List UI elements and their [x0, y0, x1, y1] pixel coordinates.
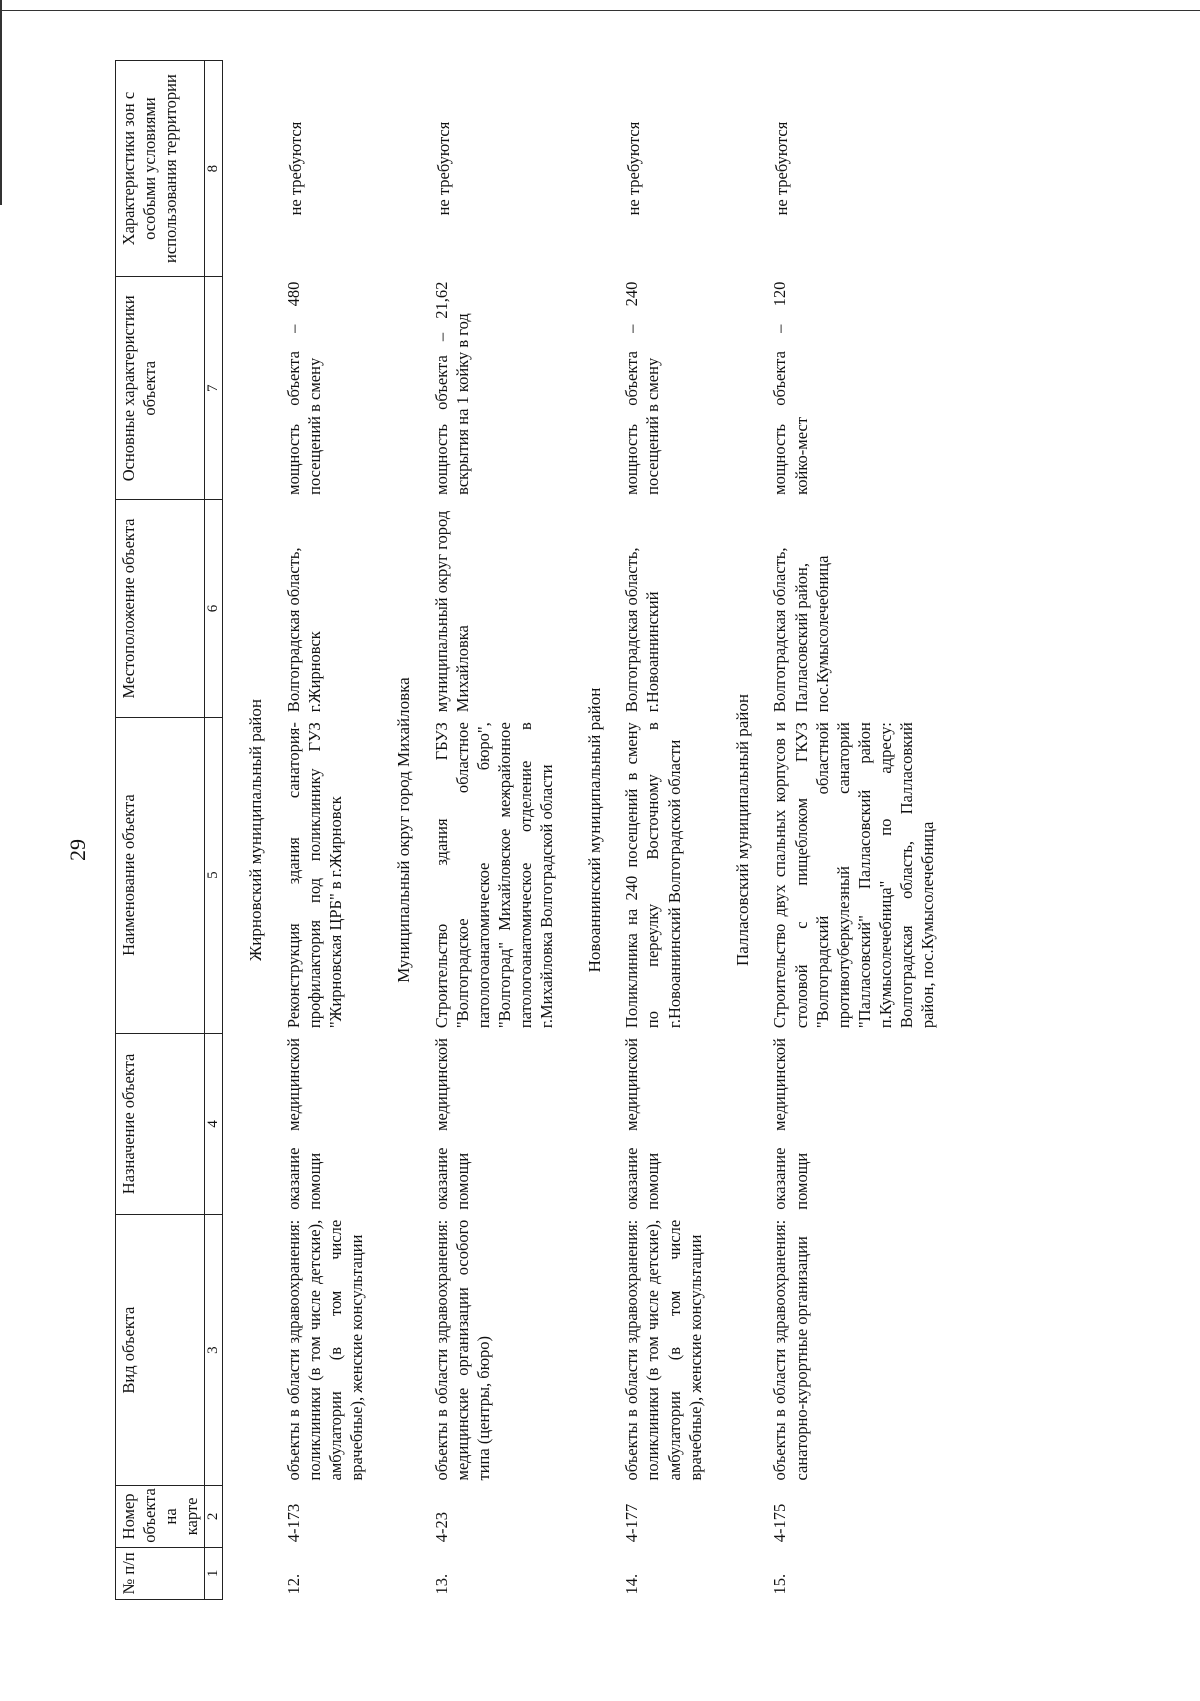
table-header [116, 61, 223, 1600]
object-kind: объекты в области здравоохранения: поликлиники (в том числе детские), амбулатории (в том числе врачебные), женские консультации [283, 1219, 367, 1481]
left-edge-line [0, 0, 2, 205]
row-number: 12. [283, 1573, 303, 1595]
header-cell: Вид объекта [116, 1215, 205, 1486]
section-title: Муниципальный округ город Михайловка [394, 677, 414, 983]
column-number: 2 [205, 1486, 223, 1548]
object-location: Волгоградская область, г.Жирновск [283, 547, 324, 713]
zone-characteristics: не требуются [772, 121, 792, 216]
column-number-row [205, 61, 223, 1600]
map-number: 4-173 [283, 1503, 303, 1543]
objects-register-table [115, 60, 942, 1600]
zone-characteristics: не требуются [285, 121, 305, 216]
header-cell: Местоположение объекта [116, 500, 205, 717]
object-characteristics: мощность объекта – 21,62 вскрытия на 1 койку в год [431, 281, 472, 495]
column-number: 6 [205, 500, 223, 717]
header-cell: Характеристики зон с особыми условиями использования территории [116, 61, 205, 277]
section-title: Жирновский муниципальный район [245, 699, 265, 961]
section-row [562, 61, 612, 1600]
map-number: 4-175 [770, 1503, 790, 1543]
top-edge-line [0, 10, 1200, 11]
zone-characteristics: не требуются [433, 121, 453, 216]
column-number: 5 [205, 717, 223, 1033]
header-row [116, 61, 205, 1600]
table-body [222, 61, 942, 1600]
map-number: 4-177 [622, 1503, 642, 1543]
page-number: 29 [65, 839, 90, 861]
object-name: Поликлиника на 240 посещений в смену по переулку Восточному в г.Новоаннинский Волгоградской области [622, 722, 684, 1029]
map-number: 4-23 [431, 1512, 451, 1543]
object-purpose: оказание медицинской помощи [283, 1038, 324, 1210]
object-purpose: оказание медицинской помощи [431, 1038, 472, 1210]
object-name: Реконструкция здания санатория-профилактория под поликлинику ГУЗ "Жирновская ЦРБ" в г.Жирновск [283, 722, 345, 1029]
header-cell: Номер объекта на карте [116, 1486, 205, 1548]
row-number: 13. [431, 1573, 451, 1595]
header-cell: Наименование объекта [116, 717, 205, 1033]
object-kind: объекты в области здравоохранения: санаторно-курортные организации [770, 1219, 811, 1481]
section-title: Палласовский муниципальный район [732, 694, 752, 966]
object-location: Волгоградская область, Палласовский район, пос.Кумысолечебница [770, 547, 832, 713]
table-row [273, 61, 371, 1600]
table-row [759, 61, 942, 1600]
object-characteristics: мощность объекта – 240 посещений в смену [622, 281, 663, 495]
header-cell: Основные характеристики объекта [116, 277, 205, 500]
object-kind: объекты в области здравоохранения: медицинские организации особого типа (центры, бюро) [431, 1219, 494, 1481]
row-number: 14. [622, 1573, 642, 1595]
column-number: 1 [205, 1547, 223, 1599]
object-kind: объекты в области здравоохранения: поликлиники (в том числе детские), амбулатории (в том числе врачебные), женские консультации [622, 1219, 705, 1481]
section-title: Новоаннинский муниципальный район [584, 687, 604, 973]
header-cell: Назначение объекта [116, 1033, 205, 1215]
object-characteristics: мощность объекта – 120 койко-мест [770, 281, 811, 495]
column-number: 8 [205, 61, 223, 277]
table-row [421, 61, 562, 1600]
object-location: муниципальный округ город Михайловка [431, 510, 472, 713]
object-name: Строительство здания ГБУЗ "Волгоградское областное патологоанатомическое бюро", "Волгоград" Михайловское межрайонное патологоанатомическое отделение в г.Михайловка Волгоградской области [431, 722, 557, 1029]
column-number: 3 [205, 1215, 223, 1486]
section-row [371, 61, 421, 1600]
column-number: 4 [205, 1033, 223, 1215]
row-number: 15. [770, 1573, 790, 1595]
column-number: 7 [205, 277, 223, 500]
header-cell: № п/п [116, 1547, 205, 1599]
section-row [222, 61, 272, 1600]
object-characteristics: мощность объекта – 480 посещений в смену [283, 281, 324, 495]
rotated-table-container [115, 60, 1125, 1600]
table-row [611, 61, 709, 1600]
object-purpose: оказание медицинской помощи [770, 1038, 811, 1210]
object-name: Строительство двух спальных корпусов и столовой с пищеблоком ГКУЗ "Волгоградский областной противотуберкулезный санаторий "Палласовский" Палласовский район п.Кумысолечебница" по адресу: Волгоградская область, Палласовкий район, пос.Кумысолечебница [770, 722, 938, 1029]
object-purpose: оказание медицинской помощи [622, 1038, 663, 1210]
object-location: Волгоградская область, г.Новоаннинский [622, 547, 663, 713]
zone-characteristics: не требуются [624, 121, 644, 216]
section-row [710, 61, 760, 1600]
